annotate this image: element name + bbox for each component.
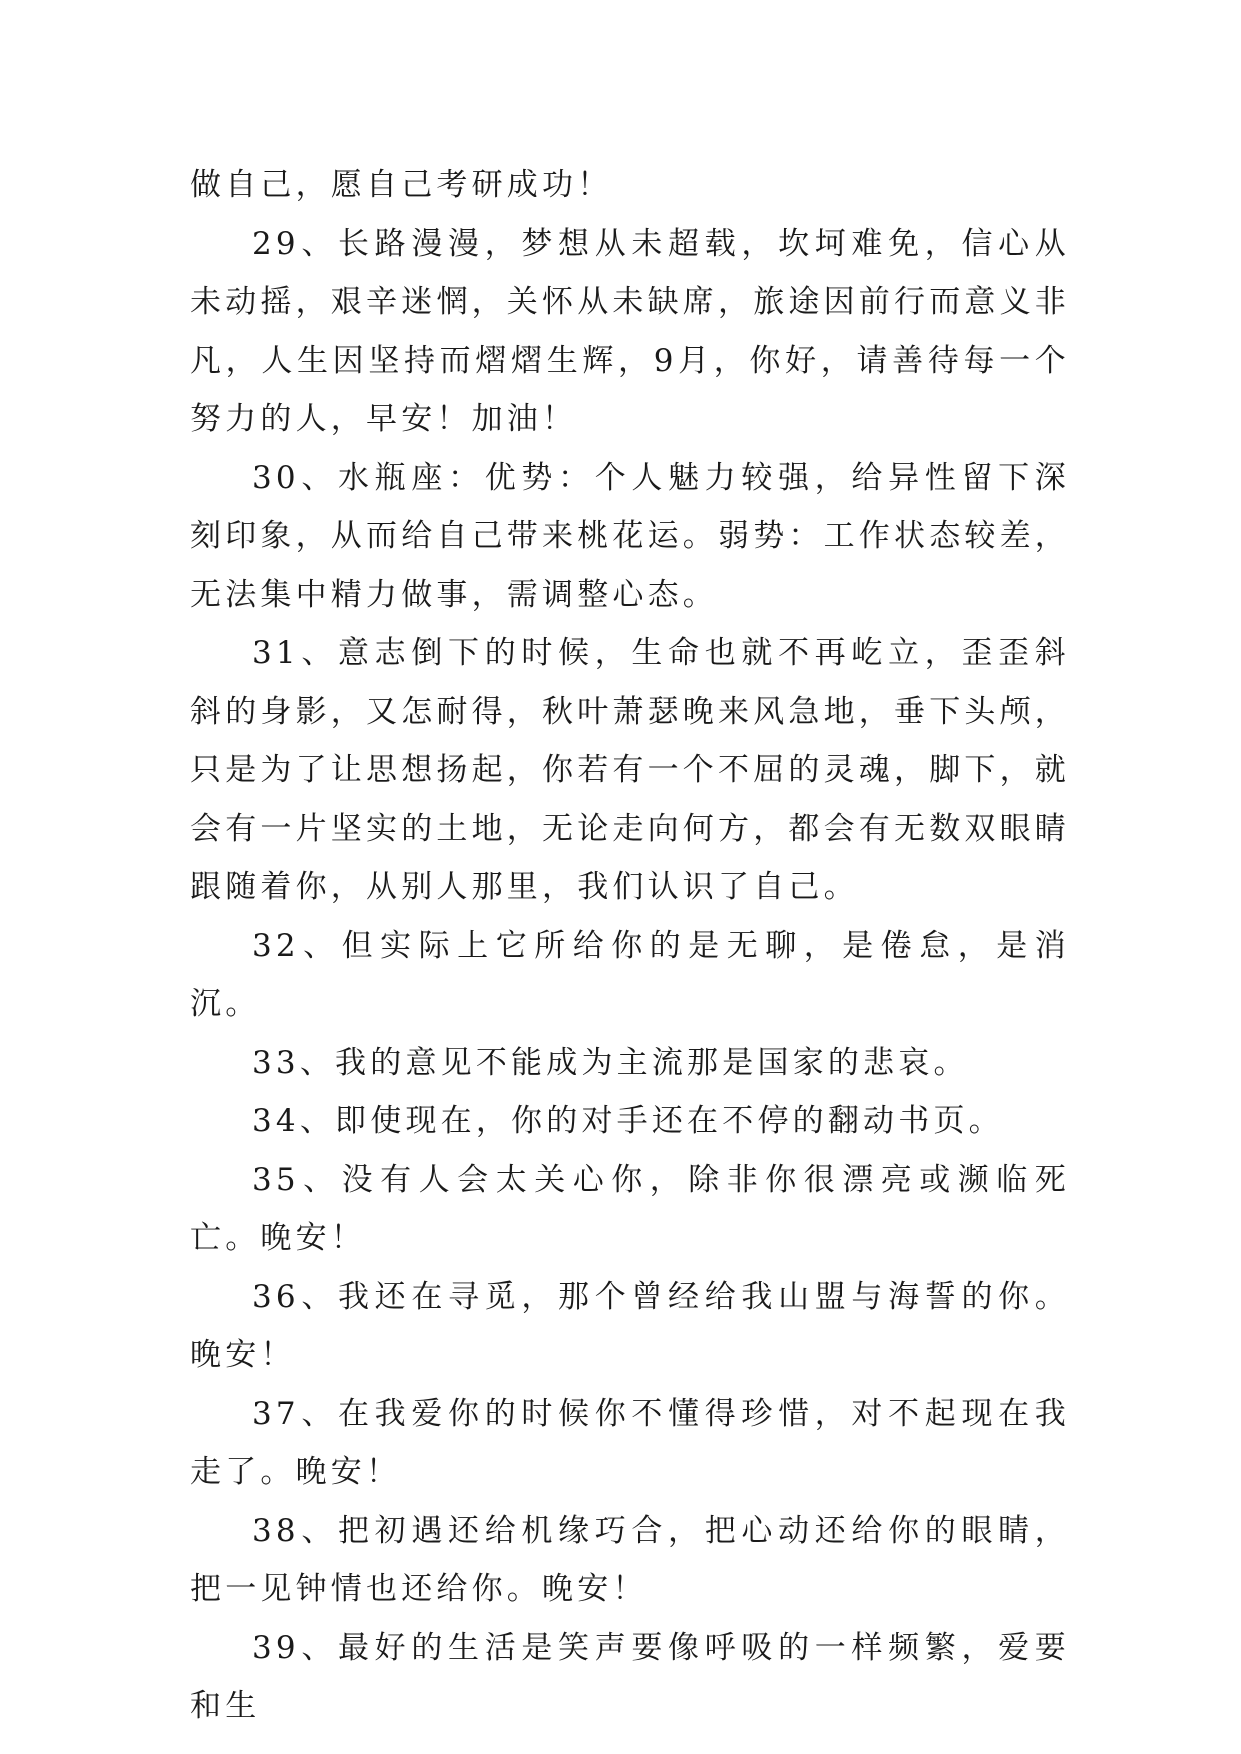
paragraph-item-33: 33、我的意见不能成为主流那是国家的悲哀。 — [252, 1044, 969, 1081]
paragraph-item-32: 32、但实际上它所给你的是无聊，是倦怠，是消沉。 — [190, 927, 1070, 1022]
paragraph-item-36: 36、我还在寻觅，那个曾经给我山盟与海誓的你。晚安！ — [190, 1278, 1070, 1373]
paragraph-item-29: 29、长路漫漫，梦想从未超载，坎坷难免，信心从未动摇，艰辛迷惘，关怀从未缺席，旅途因前行而意义非凡，人生因坚持而熠熠生辉，9月，你好，请善待每一个努力的人，早安！加油！ — [190, 225, 1070, 437]
paragraph-item-38: 38、把初遇还给机缘巧合，把心动还给你的眼睛，把一见钟情也还给你。晚安！ — [190, 1512, 1070, 1607]
paragraph-item-31: 31、意志倒下的时候，生命也就不再屹立，歪歪斜斜的身影，又怎耐得，秋叶萧瑟晚来风急地，垂下头颅，只是为了让思想扬起，你若有一个不屈的灵魂，脚下，就会有一片坚实的土地，无论走向何方，都会有无数双眼睛跟随着你，从别人那里，我们认识了自己。 — [190, 635, 1070, 905]
paragraph-continuation: 做自己，愿自己考研成功！ — [190, 167, 613, 203]
document-body — [190, 156, 1070, 1736]
paragraph-item-30: 30、水瓶座：优势：个人魅力较强，给异性留下深刻印象，从而给自己带来桃花运。弱势：工作状态较差，无法集中精力做事，需调整心态。 — [190, 459, 1070, 613]
paragraph-item-34: 34、即使现在，你的对手还在不停的翻动书页。 — [252, 1103, 1004, 1139]
paragraph-item-37: 37、在我爱你的时候你不懂得珍惜，对不起现在我走了。晚安！ — [190, 1395, 1070, 1490]
paragraph-item-39: 39、最好的生活是笑声要像呼吸的一样频繁，爱要和生 — [190, 1629, 1070, 1724]
paragraph-item-35: 35、没有人会太关心你，除非你很漂亮或濒临死亡。晚安！ — [190, 1161, 1070, 1256]
